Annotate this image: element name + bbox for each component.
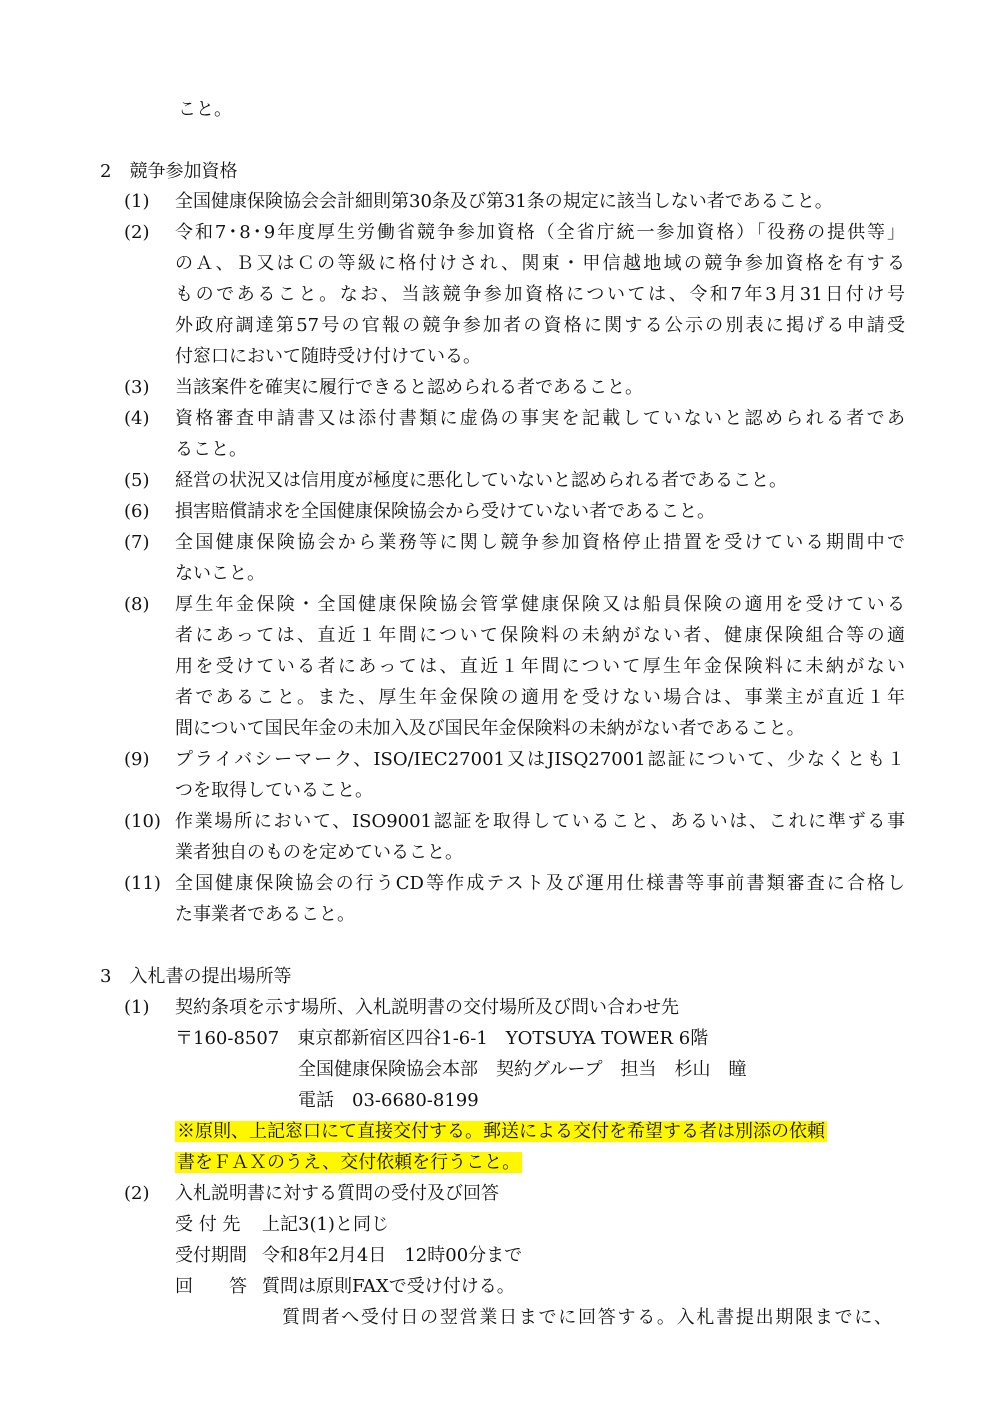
row-value: 質問は原則FAXで受け付ける。 xyxy=(262,1276,515,1297)
section-3-heading: 3 入札書の提出場所等 xyxy=(100,966,292,987)
highlighted-note-text: ※原則、上記窓口にて直接交付する。郵送による交付を希望する者は別添の依頼 xyxy=(177,1121,825,1142)
item-text: 全国健康保険協会会計細則第30条及び第31条の規定に該当しない者であること。 xyxy=(175,191,833,212)
item-text: 者であること。また、厚生年金保険の適用を受けない場合は、事業主が直近１年 xyxy=(175,687,905,708)
item-text: 者にあっては、直近１年間について保険料の未納がない者、健康保険組合等の適 xyxy=(175,625,905,646)
item-number: (11) xyxy=(124,873,161,894)
item-title: 契約条項を示す場所、入札説明書の交付場所及び問い合わせ先 xyxy=(175,997,679,1018)
item-text: 業者独自のものを定めていること。 xyxy=(175,842,463,863)
item-text: 厚生年金保険・全国健康保険協会管掌健康保険又は船員保険の適用を受けている xyxy=(175,594,905,615)
item-text: 作業場所において、ISO9001認証を取得していること、あるいは、これに準ずる事 xyxy=(175,811,905,832)
highlighted-note-line xyxy=(175,1118,905,1146)
contact-phone: 電話 03-6680-8199 xyxy=(298,1090,479,1111)
item-number: (4) xyxy=(124,408,150,429)
item-title: 入札説明書に対する質問の受付及び回答 xyxy=(175,1183,499,1204)
item-number: (9) xyxy=(124,749,150,770)
row-label: 受付期間 xyxy=(175,1245,247,1266)
item-number: (1) xyxy=(124,997,150,1018)
section-2-heading: 2 競争参加資格 xyxy=(100,161,238,182)
item-text: つを取得していること。 xyxy=(175,780,373,801)
item-text: た事業者であること。 xyxy=(175,904,355,925)
item-text: 令和7･8･9年度厚生労働省競争参加資格（全省庁統一参加資格）「役務の提供等」 xyxy=(175,222,905,243)
item-text: 用を受けている者にあっては、直近１年間について厚生年金保険料に未納がない xyxy=(175,656,905,677)
item-text: のＡ、Ｂ又はＣの等級に格付けされ、関東・甲信越地域の競争参加資格を有する xyxy=(175,253,905,274)
row-value: 上記3(1)と同じ xyxy=(262,1214,389,1235)
item-text: プライバシーマーク、ISO/IEC27001又はJISQ27001認証について、少なくとも１ xyxy=(175,749,905,770)
contact-address: 〒160-8507 東京都新宿区四谷1-6-1 YOTSUYA TOWER 6階 xyxy=(175,1028,709,1049)
item-number: (6) xyxy=(124,501,150,522)
contact-organization: 全国健康保険協会本部 契約グループ 担当 杉山 瞳 xyxy=(298,1059,747,1080)
item-number: (7) xyxy=(124,532,150,553)
item-number: (10) xyxy=(124,811,161,832)
item-text: 損害賠償請求を全国健康保険協会から受けていない者であること。 xyxy=(175,501,715,522)
item-number: (3) xyxy=(124,377,150,398)
item-number: (2) xyxy=(124,222,150,243)
row-label: 受 付 先 xyxy=(175,1214,241,1235)
item-number: (8) xyxy=(124,594,150,615)
item-text: ないこと。 xyxy=(175,563,265,584)
item-text: 当該案件を確実に履行できると認められる者であること。 xyxy=(175,377,643,398)
item-number: (2) xyxy=(124,1183,150,1204)
item-number: (1) xyxy=(124,191,150,212)
item-text: 付窓口において随時受け付けている。 xyxy=(175,346,481,367)
row-label: 回 答 xyxy=(175,1276,247,1297)
item-text: ものであること。なお、当該競争参加資格については、令和7年3月31日付け号 xyxy=(175,284,905,305)
item-text: 外政府調達第57号の官報の競争参加者の資格に関する公示の別表に掲げる申請受 xyxy=(175,315,905,336)
item-text: 全国健康保険協会から業務等に関し競争参加資格停止措置を受けている期間中で xyxy=(175,532,905,553)
item-text: 間について国民年金の未加入及び国民年金保険料の未納がない者であること。 xyxy=(175,718,805,739)
item-text: 資格審査申請書又は添付書類に虚偽の事実を記載していないと認められる者であ xyxy=(175,408,905,429)
item-text: 全国健康保険協会の行うCD等作成テスト及び運用仕様書等事前書類審査に合格し xyxy=(175,873,905,894)
item-number: (5) xyxy=(124,470,150,491)
highlighted-note-line xyxy=(175,1149,522,1177)
row-value: 令和8年2月4日 12時00分まで xyxy=(262,1245,523,1266)
item-text: ること。 xyxy=(175,439,247,460)
item-text: 経営の状況又は信用度が極度に悪化していないと認められる者であること。 xyxy=(175,470,787,491)
continuation-text: こと。 xyxy=(178,99,232,120)
answer-continuation: 質問者へ受付日の翌営業日までに回答する。入札書提出期限までに、 xyxy=(282,1307,892,1328)
highlighted-note-text: 書をＦＡＸのうえ、交付依頼を行うこと。 xyxy=(177,1152,521,1173)
